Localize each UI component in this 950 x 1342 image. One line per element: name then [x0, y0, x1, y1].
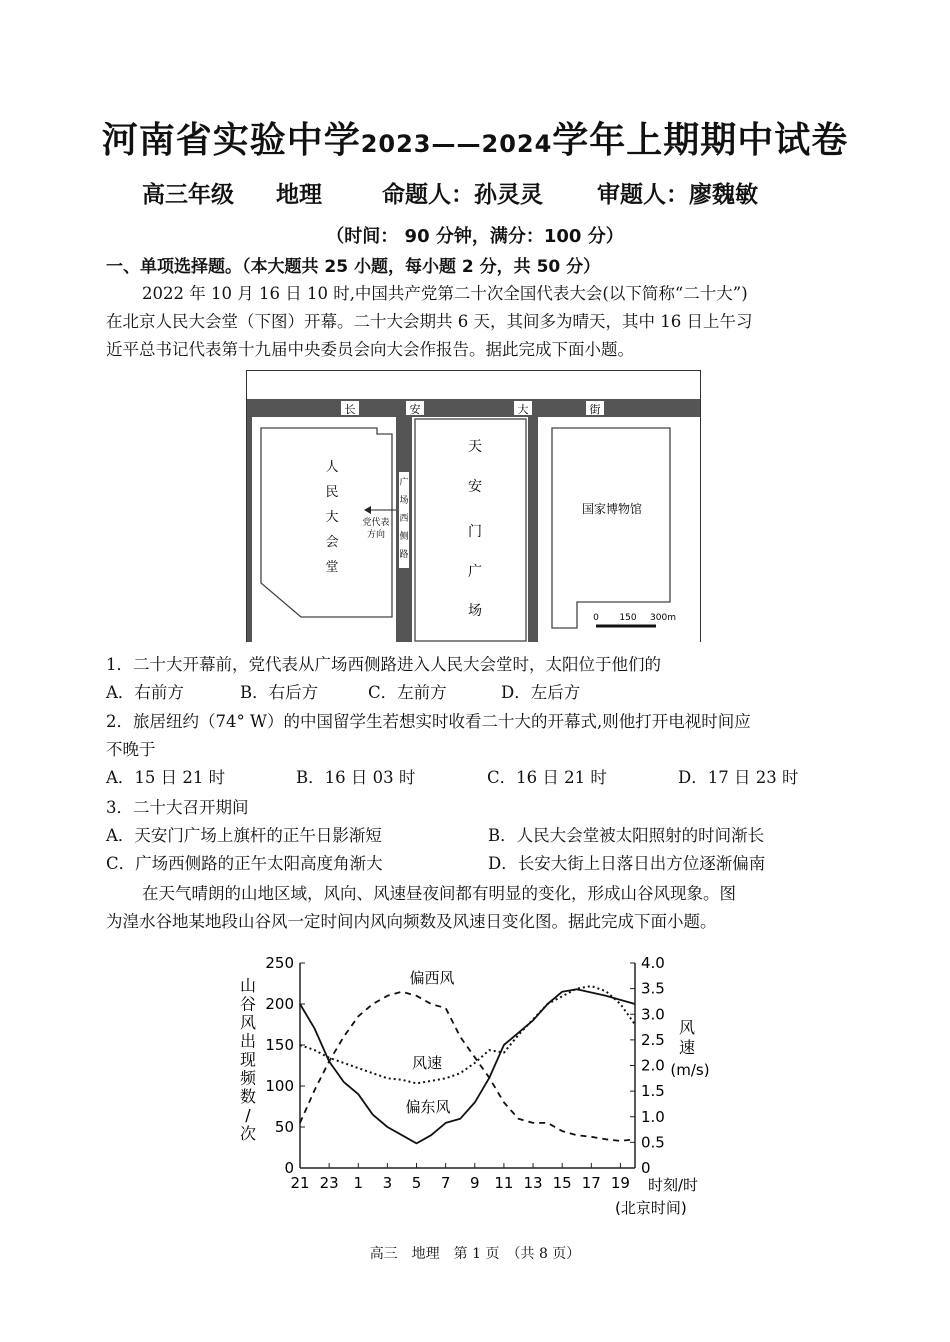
y-left-tick-label: 150 [265, 1036, 294, 1054]
option-row [106, 764, 798, 792]
option-c[interactable]: C．左前方 [368, 683, 447, 702]
question-stem: 不晚于 [106, 740, 156, 759]
square-east-road [528, 417, 538, 642]
hall-char: 人 [325, 460, 339, 475]
x-tick-label: 7 [440, 1174, 451, 1192]
arrow-label: 党代表 [362, 518, 390, 528]
series-label-west: 偏西风 [409, 969, 455, 987]
y-left-label-char: 频 [239, 1068, 257, 1088]
y-left-label-char: 现 [239, 1050, 257, 1069]
street-char: 长 [344, 403, 356, 416]
series-line-偏西风 [300, 992, 635, 1141]
y-left-tick-label: 100 [265, 1077, 294, 1095]
time-info: （时间： 90 分钟，满分：100 分） [326, 226, 624, 247]
y-right-tick-label: 0.5 [641, 1133, 665, 1152]
question-stem: 3．二十大召开期间 [106, 798, 249, 817]
y-left-label-char: 山 [239, 976, 257, 995]
changan-street [247, 399, 700, 417]
x-tick-label: 21 [290, 1174, 310, 1192]
option-d[interactable]: D．长安大街上日落日出方位逐渐偏南 [488, 854, 766, 873]
y-left-label-char: 出 [239, 1031, 257, 1051]
y-right-tick-label: 1.5 [641, 1082, 665, 1101]
passage-1-line: 近平总书记代表第十九届中央委员会向大会作报告。据此完成下面小题。 [106, 340, 634, 359]
square-char: 天 [468, 439, 482, 455]
y-left-label-char: 数 [239, 1087, 257, 1106]
square-char: 广 [468, 564, 482, 580]
question-2 [106, 708, 798, 792]
y-left-label-char: 风 [239, 1013, 257, 1032]
x-label-sub: (北京时间) [615, 1199, 687, 1217]
title-years: 2023——2024 [360, 130, 553, 158]
series-label-speed: 风速 [411, 1054, 443, 1072]
passage-2 [106, 880, 848, 936]
title-school: 河南省实验中学 [101, 120, 361, 161]
question-1 [106, 651, 661, 707]
museum-label: 国家博物馆 [581, 502, 643, 516]
scale-label: 300m [650, 613, 676, 623]
question-3 [106, 794, 765, 878]
y-left-tick-label: 0 [284, 1159, 294, 1177]
y-left-tick-label: 200 [265, 995, 294, 1013]
option-b[interactable]: B．16 日 03 时 [296, 768, 416, 787]
x-tick-label: 13 [523, 1174, 543, 1192]
west-edge-road [247, 417, 252, 642]
y-right-label-char: 风 [678, 1018, 696, 1037]
scale-label: 0 [593, 613, 599, 623]
passage-2-line: 为湟水谷地某地段山谷风一定时间内风向频数及风速日变化图。据此完成下面小题。 [106, 912, 717, 931]
y-right-tick-label: 1.0 [641, 1107, 665, 1126]
x-tick-label: 17 [581, 1174, 601, 1192]
exam-title [0, 112, 950, 163]
passage-1-line: 2022 年 10 月 16 日 10 时,中国共产党第二十次全国代表大会(以下简称“二十大”) [142, 284, 748, 303]
series-line-偏东风 [300, 989, 635, 1143]
y-left-label-char: 次 [239, 1124, 257, 1143]
chart-axes [300, 963, 635, 1168]
grade-label: 高三年级 [142, 182, 234, 208]
option-c[interactable]: C．16 日 21 时 [487, 768, 607, 787]
subject-label: 地理 [276, 182, 323, 208]
y-right-tick-label: 0 [641, 1159, 651, 1177]
scale-label: 150 [619, 613, 637, 623]
option-a[interactable]: A．天安门广场上旗杆的正午日影渐短 [106, 826, 382, 845]
series-line-风速 [300, 986, 635, 1083]
road-char: 路 [399, 550, 409, 560]
street-char: 街 [589, 403, 601, 416]
passage-2-line: 在天气晴朗的山地区域，风向、风速昼夜间都有明显的变化，形成山谷风现象。图 [142, 884, 736, 903]
y-left-label-char: 谷 [239, 994, 257, 1014]
museum-outline [552, 428, 670, 628]
road-char: 广 [399, 478, 409, 488]
option-c[interactable]: C．广场西侧路的正午太阳高度角渐大 [106, 854, 383, 873]
option-d[interactable]: D．17 日 23 时 [678, 768, 799, 787]
y-right-tick-label: 3.0 [641, 1005, 665, 1024]
option-b[interactable]: B．人民大会堂被太阳照射的时间渐长 [488, 826, 765, 845]
x-tick-label: 15 [552, 1174, 572, 1192]
option-b[interactable]: B．右后方 [240, 683, 319, 702]
passage-1-line: 在北京人民大会堂（下图）开幕。二十大会期共 6 天，其间多为晴天，其中 16 日上午习 [106, 312, 753, 331]
street-char: 安 [409, 403, 421, 416]
chart-labels [240, 954, 710, 1217]
square-char: 安 [468, 479, 482, 495]
road-char: 场 [399, 496, 409, 506]
x-tick-label: 9 [470, 1174, 480, 1192]
street-char: 大 [517, 403, 529, 416]
road-char: 侧 [399, 532, 409, 542]
arrow-label: 方向 [366, 530, 386, 540]
hall-char: 大 [325, 510, 339, 525]
y-right-tick-label: 4.0 [641, 954, 665, 972]
square-char: 门 [468, 524, 482, 540]
x-label: 时刻/时 [648, 1176, 699, 1194]
y-right-tick-label: 3.5 [641, 979, 665, 998]
series-label-east: 偏东风 [405, 1098, 451, 1116]
option-a[interactable]: A．15 日 21 时 [106, 768, 226, 787]
page-footer: 高三 地理 第 1 页 （共 8 页） [369, 1246, 581, 1262]
y-right-tick-label: 2.0 [641, 1056, 665, 1075]
y-right-label-unit: (m/s) [670, 1061, 710, 1079]
option-a[interactable]: A．右前方 [106, 683, 184, 702]
option-row [106, 679, 661, 707]
square-char: 场 [468, 603, 482, 619]
x-tick-label: 19 [610, 1174, 630, 1192]
chart-series [300, 986, 635, 1143]
title-term: 学年上期期中试卷 [552, 120, 849, 161]
tiananmen-map [246, 370, 701, 642]
option-row [106, 822, 765, 850]
y-left-label-char: / [245, 1105, 251, 1125]
hall-char: 民 [325, 485, 339, 500]
y-left-tick-label: 50 [274, 1118, 294, 1136]
reviewer-label: 审题人：廖魏敏 [597, 182, 759, 208]
y-right-tick-label: 2.5 [641, 1030, 665, 1049]
exam-subtitle [142, 176, 792, 209]
valley-wind-chart [230, 945, 730, 1225]
author-label: 命题人：孙灵灵 [382, 182, 544, 208]
x-tick-label: 5 [411, 1174, 422, 1192]
x-tick-label: 3 [382, 1174, 393, 1192]
hall-char: 堂 [325, 560, 339, 575]
y-left-tick-label: 250 [265, 954, 294, 972]
y-right-label-char: 速 [678, 1038, 696, 1057]
x-tick-label: 23 [319, 1174, 339, 1192]
hall-char: 会 [325, 535, 339, 550]
passage-1 [106, 280, 848, 364]
x-tick-label: 1 [353, 1174, 364, 1192]
option-d[interactable]: D．左后方 [501, 683, 581, 702]
question-stem: 2．旅居纽约（74° W）的中国留学生若想实时收看二十大的开幕式,则他打开电视时间应 [106, 712, 751, 731]
road-char: 西 [399, 514, 409, 524]
x-tick-label: 11 [494, 1174, 514, 1192]
section-heading: 一、单项选择题。（本大题共 25 小题，每小题 2 分，共 50 分） [106, 257, 601, 277]
option-row [106, 850, 765, 878]
question-stem: 1．二十大开幕前，党代表从广场西侧路进入人民大会堂时，太阳位于他们的 [106, 655, 661, 674]
